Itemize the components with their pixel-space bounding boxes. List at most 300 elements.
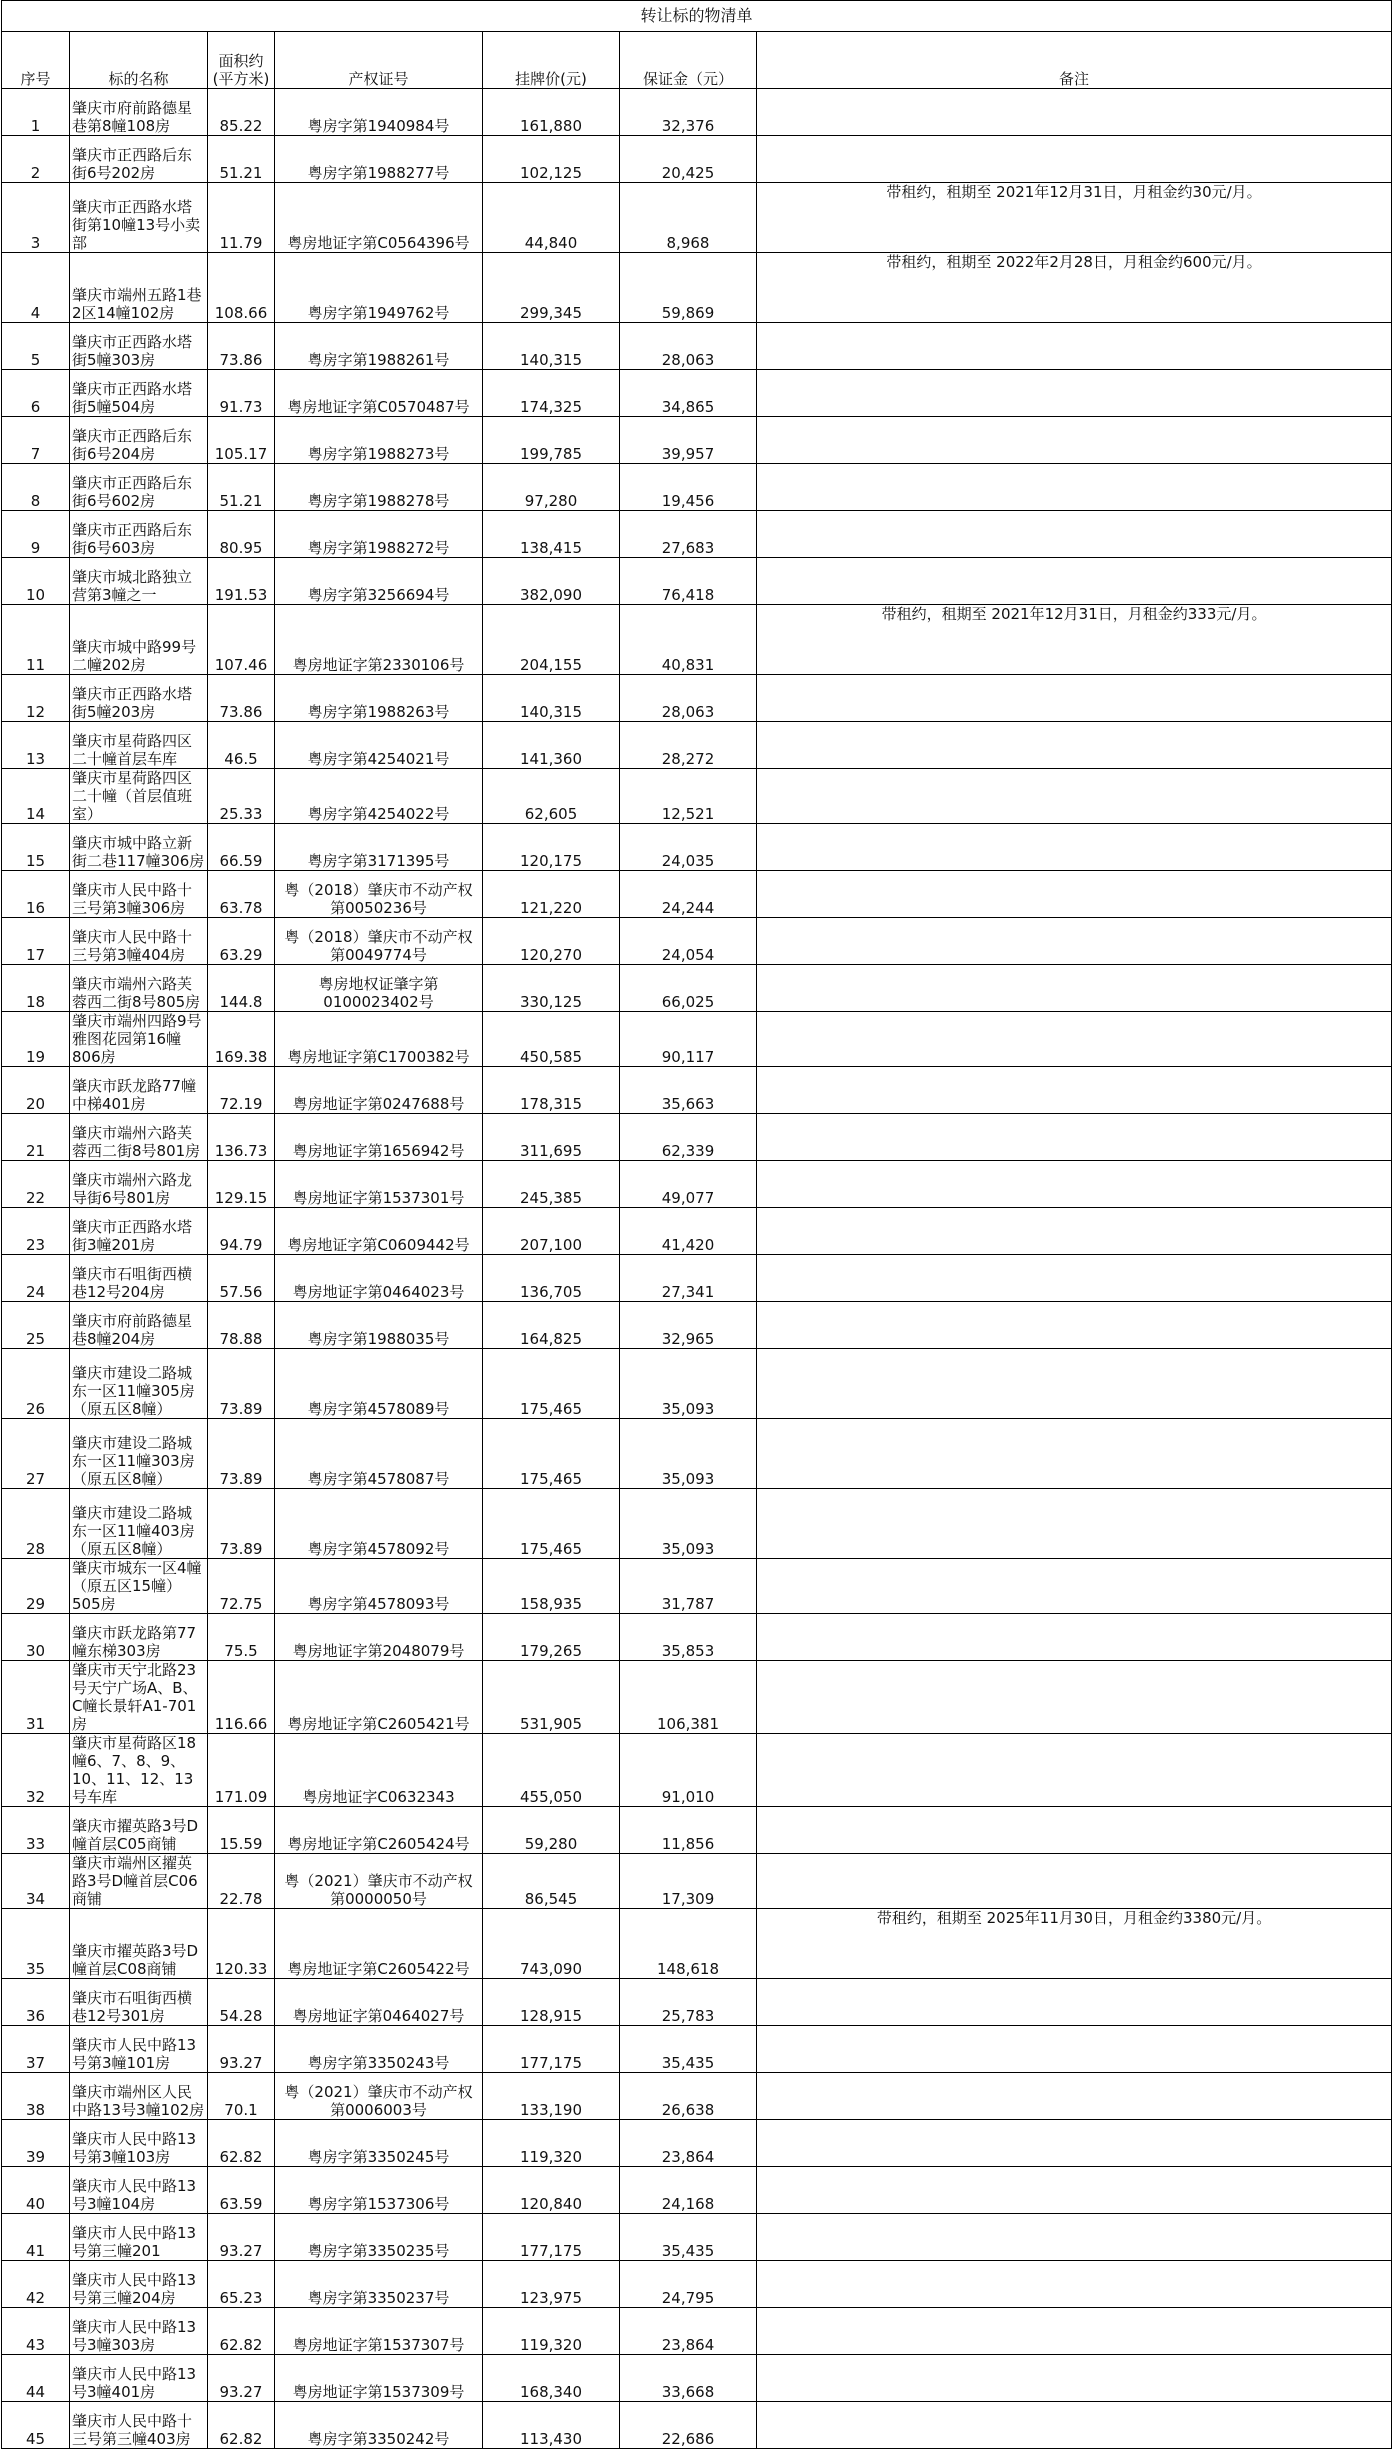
cell-price: 311,695	[483, 1114, 620, 1161]
cell-note	[757, 558, 1392, 605]
cell-no: 29	[2, 1559, 70, 1614]
cell-deposit: 49,077	[620, 1161, 757, 1208]
cell-cert: 粤房地证字第C1700382号	[275, 1012, 483, 1067]
cell-deposit: 27,683	[620, 511, 757, 558]
cell-note	[757, 1614, 1392, 1661]
cell-cert: 粤房字第1988277号	[275, 136, 483, 183]
cell-note	[757, 2402, 1392, 2449]
cell-area: 73.89	[208, 1349, 275, 1419]
cell-area: 22.78	[208, 1854, 275, 1909]
cell-note	[757, 1067, 1392, 1114]
cell-area: 15.59	[208, 1807, 275, 1854]
cell-no: 44	[2, 2355, 70, 2402]
cell-no: 10	[2, 558, 70, 605]
table-row	[2, 89, 1392, 136]
table-row	[2, 1807, 1392, 1854]
cell-no: 40	[2, 2167, 70, 2214]
cell-area: 129.15	[208, 1161, 275, 1208]
cell-deposit: 11,856	[620, 1807, 757, 1854]
cell-no: 2	[2, 136, 70, 183]
cell-area: 93.27	[208, 2214, 275, 2261]
cell-name: 肇庆市石咀街西横巷12号204房	[70, 1255, 208, 1302]
cell-area: 85.22	[208, 89, 275, 136]
cell-area: 80.95	[208, 511, 275, 558]
cell-area: 78.88	[208, 1302, 275, 1349]
table-row	[2, 1349, 1392, 1419]
cell-price: 531,905	[483, 1661, 620, 1734]
cell-deposit: 34,865	[620, 370, 757, 417]
cell-deposit: 32,965	[620, 1302, 757, 1349]
cell-no: 16	[2, 871, 70, 918]
cell-note	[757, 1661, 1392, 1734]
cell-no: 43	[2, 2308, 70, 2355]
cell-note	[757, 1114, 1392, 1161]
table-row	[2, 2026, 1392, 2073]
cell-cert: 粤房字第1988263号	[275, 675, 483, 722]
cell-area: 136.73	[208, 1114, 275, 1161]
cell-name: 肇庆市城中路立新街二巷117幢306房	[70, 824, 208, 871]
cell-note	[757, 824, 1392, 871]
table-row	[2, 2167, 1392, 2214]
cell-cert: 粤房字第4578089号	[275, 1349, 483, 1419]
cell-cert: 粤房地证字第1656942号	[275, 1114, 483, 1161]
cell-area: 116.66	[208, 1661, 275, 1734]
cell-name: 肇庆市府前路德星巷8幢204房	[70, 1302, 208, 1349]
cell-price: 121,220	[483, 871, 620, 918]
cell-price: 120,175	[483, 824, 620, 871]
cell-note	[757, 675, 1392, 722]
cell-name: 肇庆市端州区擢英路3号D幢首层C06商铺	[70, 1854, 208, 1909]
cell-deposit: 106,381	[620, 1661, 757, 1734]
table-row	[2, 824, 1392, 871]
cell-area: 93.27	[208, 2355, 275, 2402]
cell-price: 299,345	[483, 253, 620, 323]
cell-price: 199,785	[483, 417, 620, 464]
table-row	[2, 1114, 1392, 1161]
cell-price: 86,545	[483, 1854, 620, 1909]
header-name: 标的名称	[70, 32, 208, 89]
table-row	[2, 2355, 1392, 2402]
cell-price: 161,880	[483, 89, 620, 136]
cell-note	[757, 1419, 1392, 1489]
cell-name: 肇庆市正西路后东街6号202房	[70, 136, 208, 183]
cell-name: 肇庆市跃龙路第77幢东梯303房	[70, 1614, 208, 1661]
header-price: 挂牌价(元)	[483, 32, 620, 89]
cell-price: 62,605	[483, 769, 620, 824]
cell-no: 34	[2, 1854, 70, 1909]
cell-price: 177,175	[483, 2214, 620, 2261]
cell-price: 382,090	[483, 558, 620, 605]
cell-note: 带租约，租期至 2022年2月28日，月租金约600元/月。	[757, 253, 1392, 323]
cell-cert: 粤房字第1537306号	[275, 2167, 483, 2214]
cell-note	[757, 464, 1392, 511]
cell-deposit: 22,686	[620, 2402, 757, 2449]
cell-name: 肇庆市正西路水塔街5幢203房	[70, 675, 208, 722]
cell-area: 93.27	[208, 2026, 275, 2073]
cell-no: 45	[2, 2402, 70, 2449]
cell-note	[757, 1979, 1392, 2026]
cell-area: 72.19	[208, 1067, 275, 1114]
cell-deposit: 35,853	[620, 1614, 757, 1661]
cell-area: 73.86	[208, 323, 275, 370]
cell-deposit: 66,025	[620, 965, 757, 1012]
cell-cert: 粤房字第3350235号	[275, 2214, 483, 2261]
cell-deposit: 24,054	[620, 918, 757, 965]
cell-name: 肇庆市端州六路芙蓉西二街8号805房	[70, 965, 208, 1012]
cell-no: 9	[2, 511, 70, 558]
cell-name: 肇庆市端州五路1巷2区14幢102房	[70, 253, 208, 323]
cell-deposit: 35,663	[620, 1067, 757, 1114]
cell-area: 46.5	[208, 722, 275, 769]
table-row	[2, 370, 1392, 417]
cell-note	[757, 2308, 1392, 2355]
cell-cert: 粤房地证字第2330106号	[275, 605, 483, 675]
cell-name: 肇庆市正西路水塔街第10幢13号小卖部	[70, 183, 208, 253]
cell-deposit: 31,787	[620, 1559, 757, 1614]
cell-no: 36	[2, 1979, 70, 2026]
cell-no: 19	[2, 1012, 70, 1067]
cell-price: 123,975	[483, 2261, 620, 2308]
cell-no: 22	[2, 1161, 70, 1208]
cell-price: 207,100	[483, 1208, 620, 1255]
cell-no: 18	[2, 965, 70, 1012]
table-row	[2, 136, 1392, 183]
cell-deposit: 8,968	[620, 183, 757, 253]
cell-price: 330,125	[483, 965, 620, 1012]
cell-no: 11	[2, 605, 70, 675]
cell-price: 97,280	[483, 464, 620, 511]
table-row	[2, 1419, 1392, 1489]
cell-name: 肇庆市人民中路13号第3幢101房	[70, 2026, 208, 2073]
cell-no: 30	[2, 1614, 70, 1661]
cell-name: 肇庆市人民中路十三号第3幢306房	[70, 871, 208, 918]
table-row	[2, 558, 1392, 605]
cell-no: 21	[2, 1114, 70, 1161]
cell-cert: 粤房地证字第0247688号	[275, 1067, 483, 1114]
table-row	[2, 1012, 1392, 1067]
cell-area: 120.33	[208, 1909, 275, 1979]
cell-cert: 粤房字第4578093号	[275, 1559, 483, 1614]
cell-area: 11.79	[208, 183, 275, 253]
cell-deposit: 19,456	[620, 464, 757, 511]
cell-cert: 粤房地证字第C2605422号	[275, 1909, 483, 1979]
cell-area: 63.29	[208, 918, 275, 965]
cell-name: 肇庆市星荷路四区二十幢（首层值班室）	[70, 769, 208, 824]
cell-area: 62.82	[208, 2402, 275, 2449]
header-note: 备注	[757, 32, 1392, 89]
cell-note	[757, 2167, 1392, 2214]
cell-note	[757, 2026, 1392, 2073]
cell-cert: 粤房字第1940984号	[275, 89, 483, 136]
table-row	[2, 253, 1392, 323]
cell-name: 肇庆市石咀街西横巷12号301房	[70, 1979, 208, 2026]
table-row	[2, 675, 1392, 722]
cell-name: 肇庆市建设二路城东一区11幢403房（原五区8幢）	[70, 1489, 208, 1559]
table-row	[2, 2073, 1392, 2120]
cell-note	[757, 918, 1392, 965]
cell-deposit: 41,420	[620, 1208, 757, 1255]
cell-cert: 粤房地证字第1537301号	[275, 1161, 483, 1208]
table-row	[2, 1302, 1392, 1349]
cell-area: 73.89	[208, 1419, 275, 1489]
cell-name: 肇庆市正西路后东街6号602房	[70, 464, 208, 511]
cell-note	[757, 965, 1392, 1012]
cell-price: 102,125	[483, 136, 620, 183]
cell-cert: 粤房字第4578087号	[275, 1419, 483, 1489]
cell-note	[757, 1302, 1392, 1349]
cell-no: 38	[2, 2073, 70, 2120]
cell-no: 17	[2, 918, 70, 965]
cell-price: 128,915	[483, 1979, 620, 2026]
cell-deposit: 59,869	[620, 253, 757, 323]
cell-deposit: 20,425	[620, 136, 757, 183]
cell-name: 肇庆市星荷路四区二十幢首层车库	[70, 722, 208, 769]
cell-cert: 粤房字第3350243号	[275, 2026, 483, 2073]
cell-no: 23	[2, 1208, 70, 1255]
cell-no: 25	[2, 1302, 70, 1349]
cell-cert: 粤（2021）肇庆市不动产权第0006003号	[275, 2073, 483, 2120]
cell-note	[757, 136, 1392, 183]
header-no: 序号	[2, 32, 70, 89]
cell-name: 肇庆市星荷路区18幢6、7、8、9、10、11、12、13号车库	[70, 1734, 208, 1807]
cell-cert: 粤房字第1988273号	[275, 417, 483, 464]
cell-name: 肇庆市跃龙路77幢中梯401房	[70, 1067, 208, 1114]
table-row	[2, 183, 1392, 253]
cell-no: 28	[2, 1489, 70, 1559]
cell-no: 5	[2, 323, 70, 370]
cell-name: 肇庆市正西路水塔街5幢504房	[70, 370, 208, 417]
cell-price: 113,430	[483, 2402, 620, 2449]
cell-cert: 粤房地证字C0632343	[275, 1734, 483, 1807]
cell-name: 肇庆市天宁北路23号天宁广场A、B、C幢长景轩A1-701房	[70, 1661, 208, 1734]
cell-note	[757, 1559, 1392, 1614]
cell-no: 32	[2, 1734, 70, 1807]
cell-no: 13	[2, 722, 70, 769]
table-title: 转让标的物清单	[2, 1, 1392, 32]
cell-name: 肇庆市城中路99号二幢202房	[70, 605, 208, 675]
cell-price: 120,840	[483, 2167, 620, 2214]
table-row	[2, 1489, 1392, 1559]
cell-price: 158,935	[483, 1559, 620, 1614]
table-row	[2, 464, 1392, 511]
cell-deposit: 76,418	[620, 558, 757, 605]
cell-price: 455,050	[483, 1734, 620, 1807]
cell-cert: 粤房地证字第C2605424号	[275, 1807, 483, 1854]
cell-note	[757, 89, 1392, 136]
cell-deposit: 32,376	[620, 89, 757, 136]
cell-no: 26	[2, 1349, 70, 1419]
cell-name: 肇庆市端州六路龙导街6号801房	[70, 1161, 208, 1208]
cell-deposit: 27,341	[620, 1255, 757, 1302]
table-row	[2, 417, 1392, 464]
cell-price: 119,320	[483, 2308, 620, 2355]
table-row	[2, 918, 1392, 965]
cell-deposit: 17,309	[620, 1854, 757, 1909]
cell-deposit: 39,957	[620, 417, 757, 464]
cell-deposit: 25,783	[620, 1979, 757, 2026]
cell-area: 94.79	[208, 1208, 275, 1255]
cell-area: 107.46	[208, 605, 275, 675]
cell-price: 178,315	[483, 1067, 620, 1114]
cell-cert: 粤（2018）肇庆市不动产权第0050236号	[275, 871, 483, 918]
cell-deposit: 23,864	[620, 2120, 757, 2167]
asset-list-table	[1, 0, 1392, 2449]
cell-cert: 粤房字第1988278号	[275, 464, 483, 511]
header-cert: 产权证号	[275, 32, 483, 89]
cell-price: 44,840	[483, 183, 620, 253]
cell-price: 174,325	[483, 370, 620, 417]
cell-deposit: 40,831	[620, 605, 757, 675]
cell-no: 1	[2, 89, 70, 136]
cell-no: 37	[2, 2026, 70, 2073]
cell-cert: 粤房地证字第C2605421号	[275, 1661, 483, 1734]
cell-cert: 粤房字第3171395号	[275, 824, 483, 871]
cell-cert: 粤房地证字第C0609442号	[275, 1208, 483, 1255]
cell-area: 65.23	[208, 2261, 275, 2308]
cell-note	[757, 2073, 1392, 2120]
cell-name: 肇庆市正西路水塔街5幢303房	[70, 323, 208, 370]
cell-deposit: 24,795	[620, 2261, 757, 2308]
cell-no: 39	[2, 2120, 70, 2167]
cell-area: 57.56	[208, 1255, 275, 1302]
cell-no: 42	[2, 2261, 70, 2308]
cell-price: 140,315	[483, 323, 620, 370]
cell-note	[757, 511, 1392, 558]
cell-cert: 粤房字第3256694号	[275, 558, 483, 605]
cell-no: 12	[2, 675, 70, 722]
cell-price: 204,155	[483, 605, 620, 675]
cell-deposit: 24,168	[620, 2167, 757, 2214]
cell-note	[757, 2355, 1392, 2402]
cell-deposit: 28,063	[620, 323, 757, 370]
cell-area: 105.17	[208, 417, 275, 464]
cell-name: 肇庆市端州区人民中路13号3幢102房	[70, 2073, 208, 2120]
cell-no: 35	[2, 1909, 70, 1979]
cell-cert: 粤（2021）肇庆市不动产权第0000050号	[275, 1854, 483, 1909]
cell-cert: 粤房地权证肇字第0100023402号	[275, 965, 483, 1012]
cell-name: 肇庆市人民中路13号3幢401房	[70, 2355, 208, 2402]
cell-area: 169.38	[208, 1012, 275, 1067]
cell-name: 肇庆市人民中路13号第三幢204房	[70, 2261, 208, 2308]
cell-note: 带租约，租期至 2025年11月30日，月租金约3380元/月。	[757, 1909, 1392, 1979]
cell-deposit: 35,093	[620, 1349, 757, 1419]
cell-note	[757, 1012, 1392, 1067]
cell-note	[757, 2214, 1392, 2261]
cell-note	[757, 871, 1392, 918]
cell-area: 171.09	[208, 1734, 275, 1807]
table-row	[2, 1734, 1392, 1807]
cell-cert: 粤房字第4254021号	[275, 722, 483, 769]
cell-deposit: 35,435	[620, 2026, 757, 2073]
cell-no: 24	[2, 1255, 70, 1302]
cell-note: 带租约，租期至 2021年12月31日，月租金约333元/月。	[757, 605, 1392, 675]
cell-cert: 粤房地证字第0464023号	[275, 1255, 483, 1302]
table-row	[2, 2214, 1392, 2261]
cell-deposit: 90,117	[620, 1012, 757, 1067]
cell-area: 73.86	[208, 675, 275, 722]
cell-note	[757, 1854, 1392, 1909]
table-row	[2, 871, 1392, 918]
cell-no: 6	[2, 370, 70, 417]
cell-deposit: 35,435	[620, 2214, 757, 2261]
cell-note	[757, 1349, 1392, 1419]
cell-cert: 粤房字第4578092号	[275, 1489, 483, 1559]
cell-no: 3	[2, 183, 70, 253]
cell-cert: 粤房字第1988035号	[275, 1302, 483, 1349]
cell-note	[757, 1489, 1392, 1559]
cell-cert: 粤房字第3350242号	[275, 2402, 483, 2449]
cell-cert: 粤房字第1988261号	[275, 323, 483, 370]
header-row	[2, 32, 1392, 89]
cell-area: 91.73	[208, 370, 275, 417]
cell-area: 66.59	[208, 824, 275, 871]
cell-name: 肇庆市人民中路13号3幢104房	[70, 2167, 208, 2214]
cell-deposit: 12,521	[620, 769, 757, 824]
table-row	[2, 1559, 1392, 1614]
cell-cert: 粤房地证字第C0564396号	[275, 183, 483, 253]
cell-price: 133,190	[483, 2073, 620, 2120]
cell-price: 164,825	[483, 1302, 620, 1349]
cell-price: 59,280	[483, 1807, 620, 1854]
table-row	[2, 722, 1392, 769]
cell-deposit: 28,272	[620, 722, 757, 769]
table-row	[2, 2402, 1392, 2449]
cell-cert: 粤房地证字第C0570487号	[275, 370, 483, 417]
cell-price: 175,465	[483, 1349, 620, 1419]
cell-name: 肇庆市城东一区4幢（原五区15幢）505房	[70, 1559, 208, 1614]
table-row	[2, 323, 1392, 370]
cell-no: 31	[2, 1661, 70, 1734]
cell-price: 141,360	[483, 722, 620, 769]
table-row	[2, 1854, 1392, 1909]
cell-cert: 粤房地证字第1537307号	[275, 2308, 483, 2355]
cell-cert: 粤房地证字第2048079号	[275, 1614, 483, 1661]
cell-note	[757, 1255, 1392, 1302]
table-row	[2, 1067, 1392, 1114]
table-row	[2, 2308, 1392, 2355]
cell-deposit: 62,339	[620, 1114, 757, 1161]
cell-note	[757, 1734, 1392, 1807]
cell-cert: 粤（2018）肇庆市不动产权第0049774号	[275, 918, 483, 965]
cell-name: 肇庆市正西路后东街6号603房	[70, 511, 208, 558]
cell-area: 51.21	[208, 136, 275, 183]
table-row	[2, 1979, 1392, 2026]
cell-deposit: 26,638	[620, 2073, 757, 2120]
cell-name: 肇庆市端州六路芙蓉西二街8号801房	[70, 1114, 208, 1161]
cell-price: 119,320	[483, 2120, 620, 2167]
cell-area: 70.1	[208, 2073, 275, 2120]
cell-area: 63.78	[208, 871, 275, 918]
cell-no: 33	[2, 1807, 70, 1854]
cell-name: 肇庆市城北路独立营第3幢之一	[70, 558, 208, 605]
table-row	[2, 1255, 1392, 1302]
cell-cert: 粤房字第3350245号	[275, 2120, 483, 2167]
table-row	[2, 769, 1392, 824]
cell-no: 4	[2, 253, 70, 323]
cell-note	[757, 1161, 1392, 1208]
cell-deposit: 24,035	[620, 824, 757, 871]
header-deposit: 保证金（元）	[620, 32, 757, 89]
header-area: 面积约(平方米)	[208, 32, 275, 89]
cell-area: 63.59	[208, 2167, 275, 2214]
cell-deposit: 24,244	[620, 871, 757, 918]
cell-deposit: 35,093	[620, 1419, 757, 1489]
cell-name: 肇庆市府前路德星巷第8幢108房	[70, 89, 208, 136]
cell-price: 140,315	[483, 675, 620, 722]
table-body	[2, 89, 1392, 2449]
cell-note	[757, 2261, 1392, 2308]
cell-note	[757, 370, 1392, 417]
